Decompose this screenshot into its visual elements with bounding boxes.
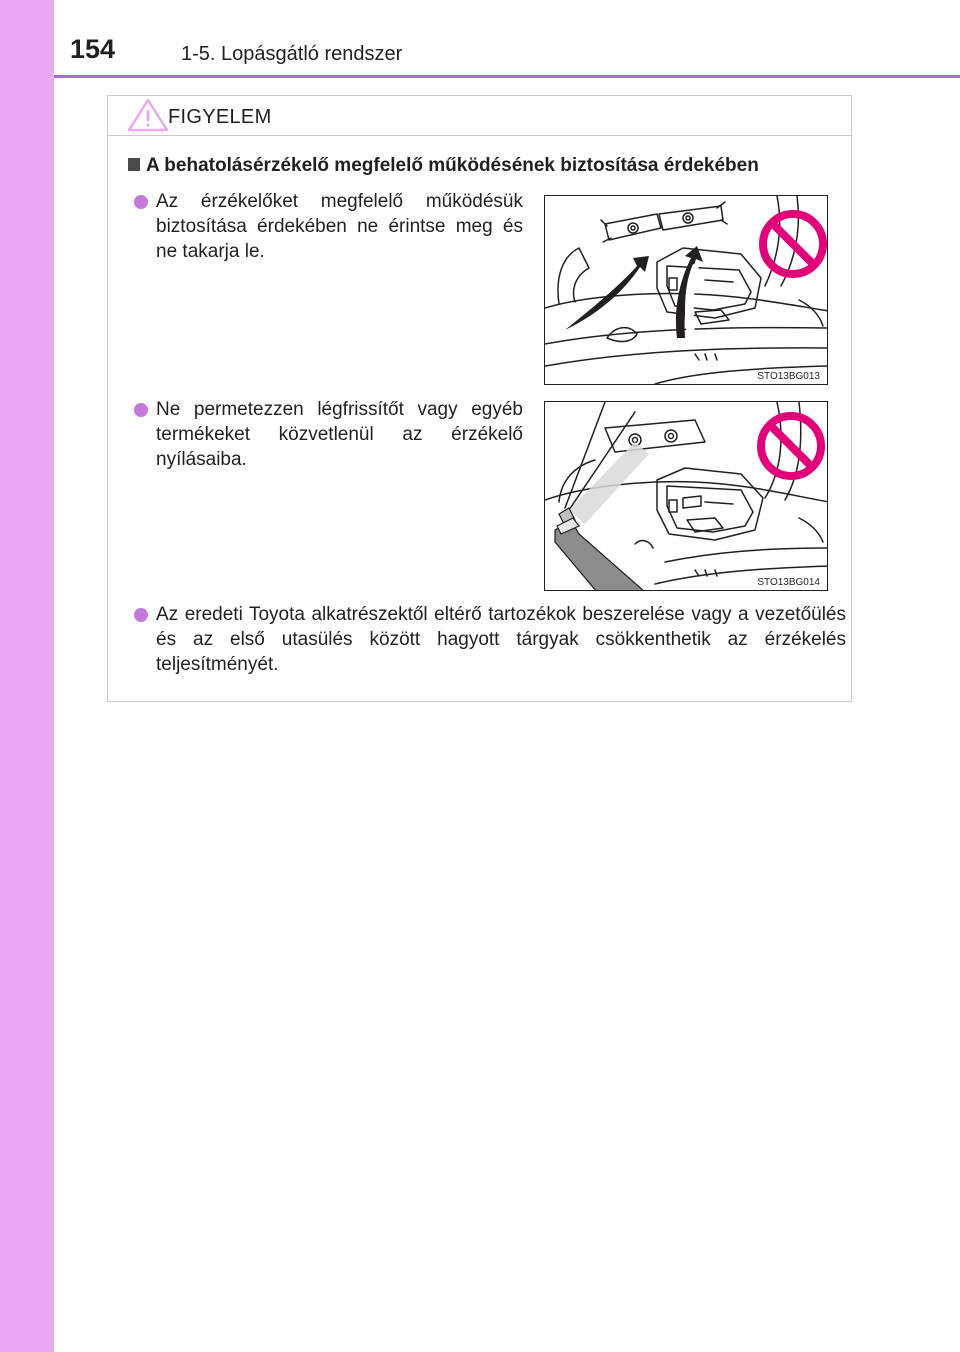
circle-bullet-icon: [134, 403, 148, 417]
sensor-do-not-touch-illustration: [544, 195, 828, 385]
warning-box: [107, 95, 852, 702]
overhead-console-touch-image: [545, 196, 828, 385]
warning-label: FIGYELEM: [168, 106, 272, 128]
bullet-item: [156, 397, 523, 472]
bullet-item: [156, 189, 523, 264]
bullet-text: Az eredeti Toyota alkatrészektől eltérő tartozékok beszerelése vagy a vezetőülés és az első utasülés között hagyott tárgyak csökkenthetik az érzékelés teljesítményét.: [156, 604, 846, 675]
circle-bullet-icon: [134, 608, 148, 622]
sensor-no-spray-illustration: [544, 401, 828, 591]
chapter-title: 1-5. Lopásgátló rendszer: [181, 43, 403, 65]
warning-header: [108, 96, 851, 136]
figure-code: STO13BG013: [757, 371, 820, 382]
figure-code: STO13BG014: [757, 577, 820, 588]
bullet-text: Az érzékelőket megfelelő működésük biztosítása érdekében ne érintse meg és ne takarja le.: [156, 191, 523, 262]
page-number: 154: [70, 34, 116, 64]
header-rule: [54, 75, 960, 78]
bullet-text: Ne permetezzen légfrissítőt vagy egyéb termékeket közvetlenül az érzékelő nyílásaiba.: [156, 399, 523, 470]
bullet-item: [156, 602, 846, 677]
warning-triangle-icon: [126, 97, 170, 133]
overhead-console-spray-image: [545, 402, 828, 591]
circle-bullet-icon: [134, 195, 148, 209]
section-heading: [128, 155, 759, 177]
page-side-bar: [0, 0, 54, 1352]
section-heading-text: A behatolásérzékelő megfelelő működésének biztosítása érdekében: [146, 155, 759, 176]
square-bullet-icon: [128, 158, 140, 171]
